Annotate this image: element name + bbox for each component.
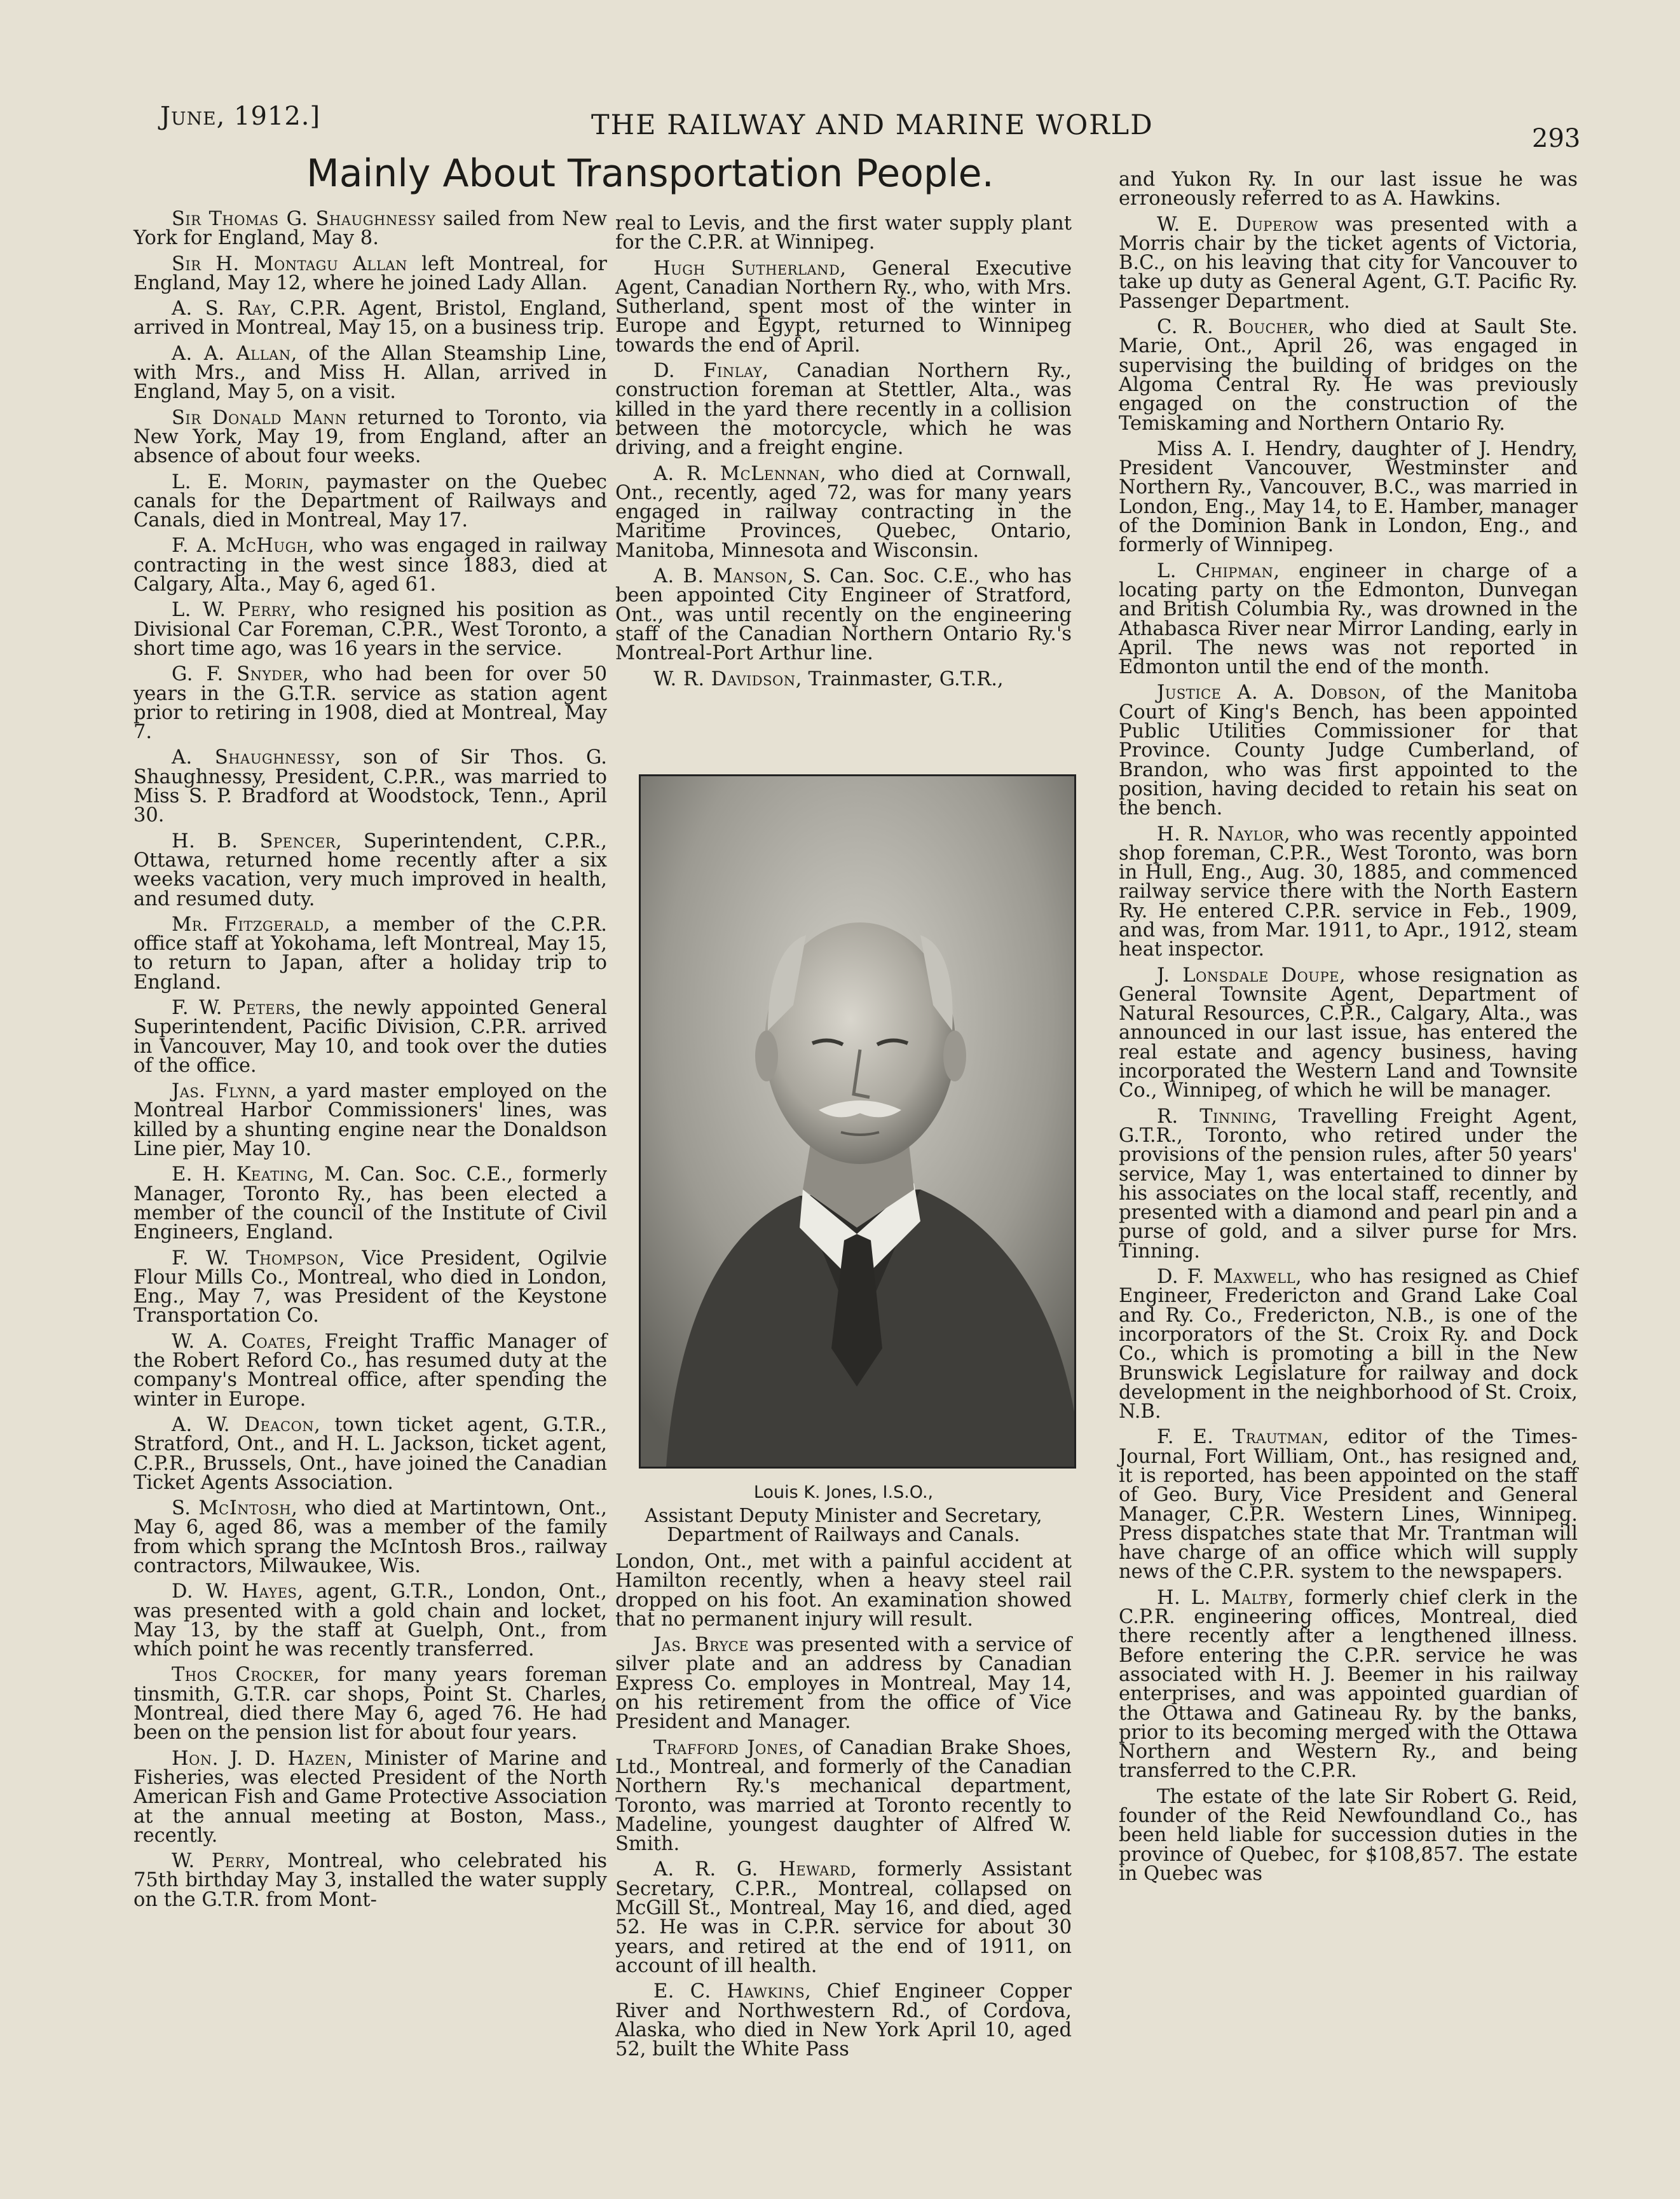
column-2 [615, 214, 1072, 695]
news-item [615, 214, 1072, 253]
item-text: Montreal, who celebrated his 75th birthday May 3, installed the water supply on the G.T.R. from Mont- [133, 1850, 607, 1911]
news-item [133, 996, 608, 1077]
item-text: Canadian Northern Ry., construction foreman at Stettler, Alta., was killed in the yard there recently in a collision between the motorcycle, which he was driving, and a freight engine. [615, 360, 1072, 460]
item-text: Chief Engineer Copper River and Northwestern Rd., of Cordova, Alaska, who died in New York April 10, aged 52, built the White Pass [615, 1980, 1072, 2061]
item-text: C.P.R. Agent, Bristol, England, arrived in Montreal, May 15, on a business trip. [133, 298, 607, 339]
item-text: whose resignation as General Townsite Agent, Department of Natural Resources, C.P.R., Calgary, Alta., was announced in our last issue, has entered the real estate and agency business, having incorporated the Western Land and Townsite Co., Winnipeg, of which he will be manager. [1119, 964, 1578, 1102]
item-text: returned to Toronto, via New York, May 19, from England, after an absence of about four weeks. [133, 406, 607, 468]
news-item [1119, 1428, 1578, 1582]
news-item [615, 259, 1072, 355]
news-item [133, 1499, 607, 1576]
person-name: Hugh Sutherland, [653, 257, 847, 280]
person-name: L. E. Morin, [172, 470, 311, 493]
news-item [615, 567, 1072, 663]
item-text: formerly chief clerk in the C.P.R. engineering offices, Montreal, died there recently after a lengthened illness. Before entering the C.P.R. service he was associated with H. J. Beemer in his railway enterprises, and was appointed guardian of the Ottawa and Gatineau Ry. by the banks, prior to its becoming merged with the Ottawa Northern and Western Ry., and being transferred to the C.P.R. [1119, 1586, 1578, 1783]
column-2-continued [615, 1552, 1072, 2065]
person-name: Jas. Flynn, [172, 1080, 277, 1103]
item-text: for many years foreman tinsmith, G.T.R. car shops, Point St. Charles, Montreal, died there May 6, aged 76. He had been on the pension list for about four years. [133, 1664, 607, 1744]
news-item [133, 1582, 607, 1659]
news-item [133, 915, 607, 992]
news-item [1119, 213, 1578, 313]
person-name: A. S. Ray, [172, 298, 278, 320]
person-name: W. Perry, [172, 1850, 271, 1873]
person-name: S. McIntosh, [172, 1497, 298, 1520]
item-text: a member of the C.P.R. office staff at Yokohama, left Montreal, May 15, to return to Japan, after a holiday trip to England. [133, 913, 607, 994]
person-name: C. R. Boucher, [1157, 316, 1315, 339]
news-item [133, 832, 607, 909]
news-item [133, 537, 607, 594]
news-item [133, 1413, 607, 1494]
person-name: Sir Donald Mann [172, 406, 347, 429]
person-name: Trafford Jones, [653, 1736, 805, 1759]
news-item [133, 299, 607, 338]
item-text: Minister of Marine and Fisheries, was elected President of the North American Fish and Game Protective Association at the annual meeting at Boston, Mass., recently. [133, 1747, 607, 1847]
item-text: who died at Cornwall, Ont., recently, aged 72, was for many years engaged in railway contracting in the Maritime Provinces, Quebec, Ontario, Manitoba, Minnesota and Wisconsin. [615, 462, 1072, 562]
item-text: who died at Sault Ste. Marie, Ont., April 26, was engaged in supervising the building of bridges on the Algoma Central Ry. He was previously engaged on the construction of the Temiskaming and Northern Ontario Ry. [1119, 316, 1578, 435]
news-item [1119, 1107, 1578, 1261]
news-item [133, 1165, 607, 1242]
news-item [615, 362, 1072, 458]
person-name: G. F. Snyder, [172, 663, 310, 686]
issue-date: June, 1912.] [160, 102, 321, 131]
person-name: F. E. Trautman, [1157, 1426, 1330, 1449]
person-name: D. F. Maxwell, [1157, 1266, 1302, 1289]
news-item [1119, 559, 1578, 679]
news-item [133, 665, 607, 742]
person-name: W. E. Duperow [1157, 213, 1318, 236]
person-name: E. C. Hawkins, [653, 1980, 812, 2003]
item-text: General Executive Agent, Canadian Northern Ry., who, with Mrs. Sutherland, spent most of the winter in Europe and Egypt, returned to Winnipeg towards the end of April. [615, 257, 1072, 357]
item-text: the newly appointed General Superintendent, Pacific Division, C.P.R. arrived in Vancouver, May 10, and took over the duties of the office. [133, 996, 608, 1077]
news-item [133, 342, 607, 404]
news-item [615, 462, 1072, 562]
person-name: F. W. Peters, [172, 996, 302, 1019]
person-name: Hon. J. D. Hazen, [172, 1747, 353, 1770]
item-text: who was engaged in railway contracting in the west since 1883, died at Calgary, Alta., May 6, aged 61. [133, 535, 607, 596]
item-text: son of Sir Thos. G. Shaughnessy, President, C.P.R., was married to Miss S. P. Bradford at Woodstock, Tenn., April 30. [133, 746, 607, 827]
person-name: W. A. Coates, [172, 1330, 313, 1353]
person-name: Sir H. Montagu Allan [172, 252, 407, 275]
item-text: of the Allan Steamship Line, with Mrs., and Miss H. Allan, arrived in England, May 5, on a visit. [133, 342, 607, 404]
person-name: L. Chipman, [1157, 559, 1280, 582]
item-text: who died at Martintown, Ont., May 6, aged 86, was a member of the family from which sprang the McIntosh Bros., railway contractors, Milwaukee, Wis. [133, 1497, 607, 1577]
person-name: A. B. Manson, [653, 565, 795, 588]
person-name: D. W. Hayes, [172, 1580, 304, 1603]
person-name: D. Finlay, [653, 360, 769, 383]
photo-caption-role: Assistant Deputy Minister and Secretary, Department of Railways and Canals. [645, 1505, 1042, 1546]
news-item [1119, 683, 1578, 818]
person-name: W. R. Davidson, [653, 668, 802, 690]
portrait-photo [639, 774, 1076, 1469]
item-text: who resigned his position as Divisional Car Foreman, C.P.R., West Toronto, a short time ago, was 16 years in the service. [133, 599, 607, 660]
column-1 [133, 210, 607, 1916]
item-text: a yard master employed on the Montreal Harbor Commissioners' lines, was killed by a shunting engine near the Donaldson Line pier, May 10. [133, 1080, 607, 1161]
news-item [1119, 170, 1578, 209]
item-text: Vice President, Ogilvie Flour Mills Co., Montreal, who died in London, Eng., May 7, was President of the Keystone Transportation Co. [133, 1247, 607, 1327]
item-text: London, Ont., met with a painful accident at Hamilton recently, when a heavy steel rail dropped on his foot. An examination showed that no permanent injury will result. [615, 1551, 1072, 1631]
news-item [1119, 966, 1578, 1101]
news-item [1119, 437, 1578, 557]
item-text: M. Can. Soc. C.E., formerly Manager, Toronto Ry., has been elected a member of the council of the Institute of Civil Engineers, England. [133, 1163, 607, 1244]
person-name: Sir Thomas G. Shaughnessy [172, 208, 436, 230]
item-text: editor of the Times-Journal, Fort William, Ont., has resigned and, it is reported, has been appointed on the staff of Geo. Bury, Vice President and General Manager, C.P.R. Western Lines, Winnipeg. Press dispatches state that Mr. Trantman will have charge of an office which will supply news of the C.P.R. system to the newspapers. [1119, 1426, 1578, 1584]
person-name: R. Tinning, [1157, 1105, 1278, 1128]
person-name: Justice A. A. Dobson, [1157, 682, 1387, 704]
news-item [133, 1332, 607, 1409]
item-text: Trainmaster, G.T.R., [802, 668, 1004, 690]
news-item [615, 1552, 1072, 1629]
photo-caption-name: Louis K. Jones, I.S.O., [753, 1483, 934, 1502]
person-name: H. R. Naylor, [1157, 823, 1291, 846]
news-item [615, 1982, 1072, 2059]
person-name: F. A. McHugh, [172, 535, 315, 558]
news-item [615, 670, 1072, 689]
item-text: of the Manitoba Court of King's Bench, has been appointed Public Utilities Commissioner for that Province. County Judge Cumberland, of Brandon, who was first appointed to the position, having decided to retain his seat on the bench. [1119, 682, 1578, 820]
person-name: H. B. Spencer, [172, 830, 343, 853]
item-text: was presented with a service of silver plate and an address by Canadian Express Co. employes in Montreal, May 14, on his retirement from the office of Vice President and Manager. [615, 1634, 1072, 1734]
item-text: Miss A. I. Hendry, daughter of J. Hendry, President Vancouver, Westminster and Northern Ry., Vancouver, B.C., was married in London, Eng., May 14, to E. Hamber, manager of the Dominion Bank in London, Eng., and formerly of Winnipeg. [1119, 437, 1578, 557]
person-name: Thos Crocker, [172, 1664, 320, 1687]
news-item [133, 1082, 607, 1159]
person-name: A. Shaughnessy, [172, 746, 341, 769]
news-item [133, 1747, 607, 1847]
item-text: of Canadian Brake Shoes, Ltd., Montreal, and formerly of the Canadian Northern Ry.'s mechanical department, Toronto, was married at Toronto recently to Madeline, youngest daughter of Alfred W. Smith. [615, 1736, 1072, 1856]
person-name: H. L. Maltby, [1157, 1586, 1295, 1609]
news-item [615, 1860, 1072, 1976]
item-text: who has resigned as Chief Engineer, Fredericton and Grand Lake Coal and Ry. Co., Fredericton, N.B., is one of the incorporators of the St. Croix Ry. and Dock Co., which is promoting a bill in the New Brunswick Legislature for railway and dock development in the neighborhood of St. Croix, N.B. [1119, 1266, 1578, 1423]
person-name: Mr. Fitzgerald, [172, 913, 331, 936]
item-text: Superintendent, C.P.R., Ottawa, returned home recently after a six weeks vacation, very much improved in health, and resumed duty. [133, 830, 607, 910]
item-text: and Yukon Ry. In our last issue he was erroneously referred to as A. Hawkins. [1119, 168, 1578, 210]
person-name: Jas. Bryce [653, 1634, 749, 1657]
news-item [615, 1636, 1072, 1732]
news-item [1119, 1268, 1578, 1421]
item-text: who was recently appointed shop foreman, C.P.R., West Toronto, was born in Hull, Eng., Aug. 30, 1885, and commenced railway service there with the North Eastern Ry. He entered C.P.R. service in Feb., 1909, and was, from Mar. 1911, to Apr., 1912, steam heat inspector. [1119, 823, 1578, 961]
item-text: paymaster on the Quebec canals for the Department of Railways and Canals, died in Montreal, May 17. [133, 470, 608, 532]
item-text: town ticket agent, G.T.R., Stratford, Ont., and H. L. Jackson, ticket agent, C.P.R., Brussels, Ont., have joined the Canadian Ticket Agents Association. [133, 1413, 607, 1494]
article-title: Mainly About Transportation People. [306, 151, 994, 196]
person-name: A. W. Deacon, [172, 1413, 321, 1436]
item-text: The estate of the late Sir Robert G. Reid, founder of the Reid Newfoundland Co., has been held liable for succession duties in the province of Quebec, for $108,857. The estate in Quebec was [1119, 1785, 1578, 1885]
news-item [1119, 825, 1578, 960]
column-3 [1119, 170, 1578, 1890]
item-text: S. Can. Soc. C.E., who has been appointed City Engineer of Stratford, Ont., was until recently on the engineering staff of the Canadian Northern Ontario Ry.'s Montreal-Port Arthur line. [615, 565, 1072, 665]
item-text: Travelling Freight Agent, G.T.R., Toronto, who retired under the provisions of the pension rules, after 50 years' service, May 1, was entertained to dinner by his associates on the local staff, recently, and presented with a diamond and pearl pin and a purse of gold, and a silver purse for Mrs. Tinning. [1119, 1105, 1578, 1263]
news-item [133, 748, 607, 825]
person-name: A. R. McLennan, [653, 462, 827, 485]
item-text: formerly Assistant Secretary, C.P.R., Montreal, collapsed on McGill St., Montreal, May 16, and died, aged 52. He was in C.P.R. service for about 30 years, and retired at the end of 1911, on account of ill health. [615, 1858, 1072, 1977]
item-text: agent, G.T.R., London, Ont., was presented with a gold chain and locket, May 13, by the staff at Guelph, Ont., from which point he was recently transferred. [133, 1580, 607, 1661]
news-item [133, 406, 607, 468]
item-text: Freight Traffic Manager of the Robert Reford Co., has resumed duty at the company's Montreal office, after spending the winter in Europe. [133, 1330, 607, 1411]
news-item [133, 252, 608, 294]
page-number: 293 [1532, 124, 1581, 153]
item-text: sailed from New York for England, May 8. [133, 208, 607, 250]
item-text: real to Levis, and the first water supply plant for the C.P.R. at Winnipeg. [615, 212, 1072, 254]
portrait-illustration [641, 776, 1074, 1467]
news-item [133, 1249, 607, 1326]
news-item [133, 1852, 607, 1910]
news-item [615, 1736, 1072, 1856]
item-text: left Montreal, for England, May 12, where he joined Lady Allan. [133, 252, 608, 294]
person-name: L. W. Perry, [172, 599, 297, 622]
person-name: F. W. Thompson, [172, 1247, 346, 1270]
item-text: who had been for over 50 years in the G.T.R. service as station agent prior to retiring in 1908, died at Montreal, May 7. [133, 663, 607, 744]
news-item [1119, 318, 1578, 434]
news-item [133, 210, 607, 249]
news-item [133, 470, 608, 532]
news-item [133, 601, 607, 659]
news-item [133, 1666, 607, 1743]
journal-title: THE RAILWAY AND MARINE WORLD [591, 109, 1154, 141]
person-name: A. R. G. Heward, [653, 1858, 857, 1881]
news-item [1119, 1785, 1578, 1885]
item-text: engineer in charge of a locating party on the Edmonton, Dunvegan and British Columbia Ry., was drowned in the Athabasca River near Mirror Landing, early in April. The news was not reported in Edmonton until the end of the month. [1119, 559, 1578, 679]
news-item [1119, 1586, 1578, 1783]
person-name: J. Lonsdale Doupe, [1157, 964, 1346, 987]
person-name: E. H. Keating, [172, 1163, 315, 1186]
item-text: was presented with a Morris chair by the ticket agents of Victoria, B.C., on his leaving that city for Vancouver to take up duty as General Agent, G.T. Pacific Ry. Passenger Department. [1119, 213, 1578, 313]
person-name: A. A. Allan, [172, 342, 297, 365]
